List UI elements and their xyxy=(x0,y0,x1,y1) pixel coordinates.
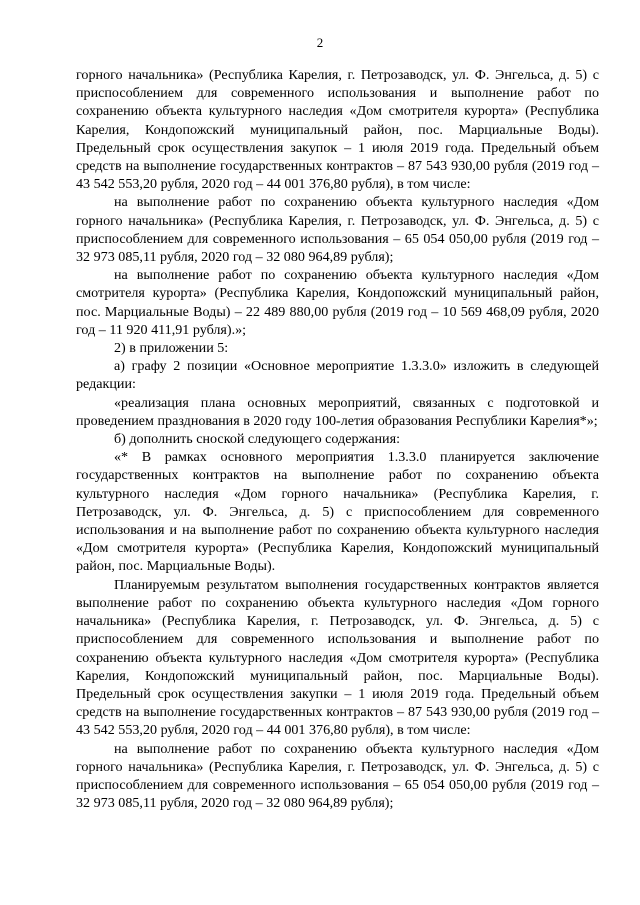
document-body xyxy=(76,66,599,812)
paragraph-item-dom-gornogo-2: на выполнение работ по сохранению объекта культурного наследия «Дом горного начальника» (Республика Карелия, г. Петрозаводск, ул. Ф. Энгельса, д. 5) с приспособлением для современного использования – 65 054 050,00 рубля (2019 год – 32 973 085,11 рубля, 2020 год – 32 080 964,89 рубля); xyxy=(76,740,599,812)
paragraph-item-b: б) дополнить сноской следующего содержания: xyxy=(114,431,400,448)
paragraph-item-dom-smotritelya: на выполнение работ по сохранению объекта культурного наследия «Дом смотрителя курорта» (Республика Карелия, Кондопожский муниципальный район, пос. Марциальные Воды) – 22 489 880,00 рубля (2019 год – 10 569 468,09 рубля, 2020 год – 11 920 411,91 рубля).»; xyxy=(76,267,599,338)
paragraph-quote-realizaciya: «реализация плана основных мероприятий, связанных с подготовкой и проведением празднования в 2020 году 100-летия образования Республики Карелия*»; xyxy=(76,394,599,429)
paragraph-continuation: горного начальника» (Республика Карелия, г. Петрозаводск, ул. Ф. Энгельса, д. 5) с приспособлением для современного использования и выполнение работ по сохранению объекта культурного наследия «Дом смотрителя курорта» (Республика Карелия, Кондопожский муниципальный район, пос. Марциальные Воды). Предельный срок осуществления закупок – 1 июля 2019 года. Предельный объем средств на выполнение государственных контрактов – 87 543 930,00 рубля (2019 год – 43 542 553,20 рубля, 2020 год – 44 001 376,80 рубля), в том числе: xyxy=(76,67,599,193)
paragraph-item-dom-gornogo: на выполнение работ по сохранению объекта культурного наследия «Дом горного начальника» (Республика Карелия, г. Петрозаводск, ул. Ф. Энгельса, д. 5) с приспособлением для современного использования – 65 054 050,00 рубля (2019 год – 32 973 085,11 рубля, 2020 год – 32 080 964,89 рубля); xyxy=(76,194,599,266)
paragraph-planned-result: Планируемым результатом выполнения государственных контрактов является выполнение работ по сохранению объекта культурного наследия «Дом горного начальника» (Республика Карелия, г. Петрозаводск, ул. Ф. Энгельса, д. 5) с приспособлением для современного использования и выполнение работ по сохранению объекта культурного наследия «Дом смотрителя курорта» (Республика Карелия, Кондопожский муниципальный район, пос. Марциальные Воды). Предельный срок осуществления закупки – 1 июля 2019 года. Предельный объем средств на выполнение государственных контрактов – 87 543 930,00 рубля (2019 год – 43 542 553,20 рубля, 2020 год – 44 001 376,80 рубля), в том числе: xyxy=(76,576,599,739)
paragraph-appendix-5: 2) в приложении 5: xyxy=(114,340,229,357)
paragraph-footnote: «* В рамках основного мероприятия 1.3.3.0 планируется заключение государственных контрактов на выполнение работ по сохранению объекта культурного наследия «Дом горного начальника» (Республика Карелия, г. Петрозаводск, ул. Ф. Энгельса, д. 5) с приспособлением для современного использования и на выполнение работ по сохранению объекта культурного наследия «Дом смотрителя курорта» (Республика Карелия, Кондопожский муниципальный район, пос. Марциальные Воды). xyxy=(76,449,599,575)
paragraph-item-a: а) графу 2 позиции «Основное мероприятие 1.3.3.0» изложить в следующей редакции: xyxy=(76,358,599,393)
page-number: 2 xyxy=(316,35,324,50)
